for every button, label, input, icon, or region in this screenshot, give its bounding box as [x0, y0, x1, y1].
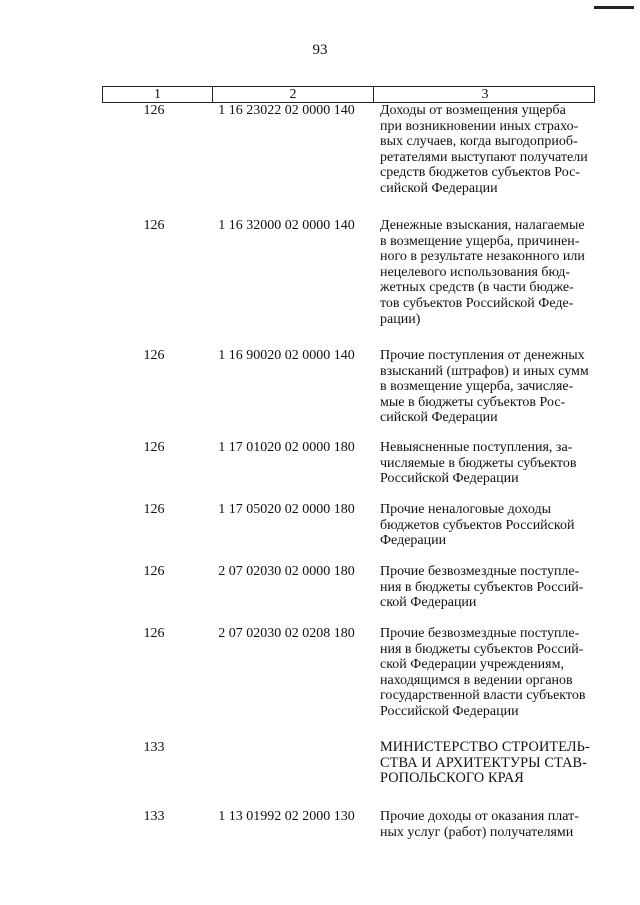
- table-row: [102, 348, 595, 425]
- header-col-2: 2: [213, 87, 374, 102]
- table-row: [102, 440, 595, 487]
- budget-code: 1 13 01992 02 2000 130: [218, 809, 355, 824]
- budget-code: [212, 740, 373, 787]
- header-col-1: 1: [103, 87, 213, 102]
- budget-code: 1 16 32000 02 0000 140: [218, 218, 355, 233]
- table-row: [102, 218, 595, 326]
- admin-code: 126: [143, 564, 165, 579]
- revenue-name: Денежные взыскания, налагаемые в возмещение ущерба, причинен- ного в результате незаконного или нецелевого использования бюд- жетных средств (в части бюдже- тов субъектов Российской Феде- рации): [380, 218, 585, 327]
- admin-code: 126: [143, 218, 165, 233]
- budget-code: 1 16 23022 02 0000 140: [218, 103, 355, 118]
- budget-code: 2 07 02030 02 0000 180: [218, 564, 355, 579]
- header-col-3: 3: [481, 87, 489, 102]
- admin-code: 126: [143, 440, 165, 455]
- table-row: [102, 502, 595, 549]
- admin-code: 126: [143, 348, 165, 363]
- table-row: [102, 564, 595, 611]
- budget-code: 1 17 01020 02 0000 180: [218, 440, 355, 455]
- revenue-name: Невыясненные поступления, за- числяемые в бюджеты субъектов Российской Федерации: [380, 440, 577, 487]
- admin-code: 133: [143, 740, 165, 755]
- budget-code: 2 07 02030 02 0208 180: [218, 626, 355, 641]
- admin-code: 126: [143, 626, 165, 641]
- revenue-name: Прочие неналоговые доходы бюджетов субъектов Российской Федерации: [380, 502, 575, 549]
- table-row: [102, 626, 595, 718]
- revenue-name: Прочие безвозмездные поступле- ния в бюджеты субъектов Россий- ской Федерации: [380, 564, 584, 611]
- revenue-name: Прочие безвозмездные поступле- ния в бюджеты субъектов Россий- ской Федерации учреждениям, находящимся в ведении органов государственной власти субъектов Российской Федерации: [380, 626, 586, 719]
- page-number: 93: [312, 42, 328, 58]
- revenue-code-table: [102, 86, 595, 841]
- ministry-heading: МИНИСТЕРСТВО СТРОИТЕЛЬ- СТВА И АРХИТЕКТУРЫ СТАВ- РОПОЛЬСКОГО КРАЯ: [380, 739, 590, 787]
- revenue-name: Прочие доходы от оказания плат- ных услуг (работ) получателями: [380, 809, 579, 840]
- admin-code: 133: [143, 809, 165, 824]
- budget-code: 1 16 90020 02 0000 140: [218, 348, 355, 363]
- table-row: [102, 809, 595, 841]
- corner-mark: [594, 6, 634, 9]
- revenue-name: Доходы от возмещения ущерба при возникновении иных страхо- вых случаев, когда выгодоприоб- ретателями выступают получатели средств бюджетов субъектов Рос- сийской Федерации: [380, 103, 588, 196]
- table-row: [102, 740, 595, 787]
- table-header: [102, 86, 595, 103]
- admin-code: 126: [143, 103, 165, 118]
- table-row: [102, 103, 595, 195]
- admin-code: 126: [143, 502, 165, 517]
- revenue-name: Прочие поступления от денежных взысканий (штрафов) и иных сумм в возмещение ущерба, зачисляе- мые в бюджеты субъектов Рос- сийской Федерации: [380, 348, 589, 426]
- budget-code: 1 17 05020 02 0000 180: [218, 502, 355, 517]
